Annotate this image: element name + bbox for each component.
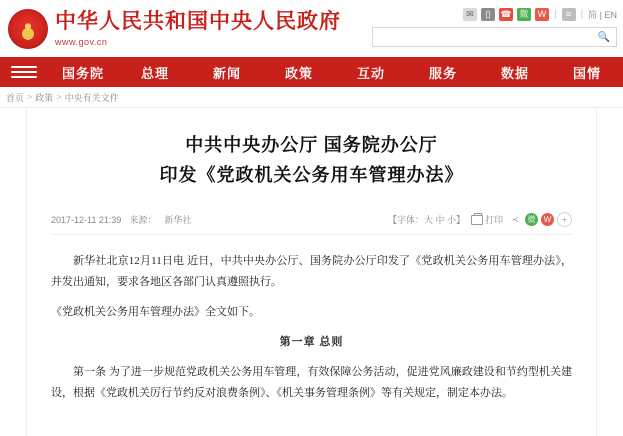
search-bar[interactable] — [372, 27, 617, 47]
search-input[interactable] — [373, 28, 592, 46]
divider: | — [580, 8, 584, 20]
phone-icon[interactable]: ☎ — [500, 8, 512, 19]
site-url: www.gov.cn — [55, 36, 108, 47]
page-title — [51, 130, 572, 190]
breadcrumb-item-home[interactable]: 首页 — [6, 92, 25, 103]
nav-item-zhengce[interactable]: 政策 — [284, 65, 313, 81]
national-emblem-icon — [8, 9, 48, 49]
article-body — [51, 251, 572, 404]
breadcrumb — [0, 87, 623, 108]
article-paragraph: 新华社北京12月11日电 近日，中共中央办公厅、国务院办公厅印发了《党政机关公务用车管理办法》，并发出通知，要求各地区各部门认真遵照执行。 — [51, 255, 572, 288]
article-chapter-heading: 第一章 总则 — [279, 336, 344, 348]
divider: | — [553, 8, 557, 20]
language-switch[interactable]: 简 | EN — [588, 9, 617, 20]
left-gutter — [0, 108, 27, 436]
share-bar — [509, 212, 572, 227]
wechat-icon[interactable]: 微 — [517, 8, 531, 21]
page-title-line-1: 中共中央办公厅 国务院办公厅 — [185, 135, 438, 155]
article — [27, 108, 596, 436]
article-meta — [51, 212, 572, 235]
weibo-share-icon[interactable]: W — [541, 213, 554, 226]
nav-item-fuwu[interactable]: 服务 — [428, 65, 457, 81]
more-share-icon[interactable]: + — [557, 212, 572, 227]
article-meta-right — [388, 212, 572, 227]
publish-date: 2017-12-11 21:39 — [51, 214, 122, 225]
breadcrumb-item-policy[interactable]: 政策 — [35, 92, 54, 103]
article-paragraph: 第一条 为了进一步规范党政机关公务用车管理，有效保障公务活动，促进党风廉政建设和节约型机关建设，根据《党政机关厉行节约反对浪费条例》、《机关事务管理条例》等有关规定，制定本办法。 — [51, 366, 572, 399]
nav-item-zongli[interactable]: 总理 — [140, 65, 169, 81]
article-paragraph: 《党政机关公务用车管理办法》全文如下。 — [51, 306, 260, 318]
print-label: 打印 — [484, 215, 503, 225]
nav-item-guowuyuan[interactable]: 国务院 — [61, 65, 104, 81]
nav-item-xinwen[interactable]: 新闻 — [212, 65, 241, 81]
content-wrapper — [0, 108, 623, 436]
breadcrumb-separator: > — [27, 92, 33, 102]
site-branding[interactable] — [55, 10, 341, 46]
search-icon[interactable]: 🔍 — [597, 31, 611, 43]
breadcrumb-item-central-documents[interactable]: 中央有关文件 — [64, 92, 119, 103]
header-icon-row — [372, 6, 617, 22]
more-icon[interactable]: ≡ — [562, 8, 576, 21]
print-button[interactable] — [471, 213, 503, 226]
main-nav — [0, 57, 623, 87]
site-title: 中华人民共和国中央人民政府 — [55, 9, 341, 34]
page-title-line-2: 印发《党政机关公务用车管理办法》 — [159, 165, 464, 185]
nav-item-hudong[interactable]: 互动 — [356, 65, 385, 81]
source-name: 新华社 — [164, 215, 192, 225]
share-icon[interactable]: ≺ — [512, 214, 519, 224]
article-meta-left — [51, 213, 191, 226]
menu-bars-icon — [11, 63, 37, 81]
mail-icon[interactable]: ✉ — [463, 8, 477, 21]
font-size-control[interactable]: 【字体：大 中 小】 — [387, 215, 465, 225]
nav-item-guoqing[interactable]: 国情 — [572, 65, 601, 81]
wechat-share-icon[interactable]: 微 — [525, 213, 538, 226]
header-utility-area — [372, 6, 617, 47]
nav-home-menu-button[interactable] — [0, 57, 47, 87]
weibo-icon[interactable]: W — [535, 8, 549, 21]
nav-item-shuju[interactable]: 数据 — [500, 65, 529, 81]
right-gutter — [596, 108, 623, 436]
source-label: 来源： — [129, 215, 157, 225]
site-header — [0, 0, 623, 57]
breadcrumb-separator: > — [56, 92, 62, 102]
printer-icon — [471, 215, 483, 225]
mobile-icon[interactable]: ▯ — [481, 8, 495, 21]
